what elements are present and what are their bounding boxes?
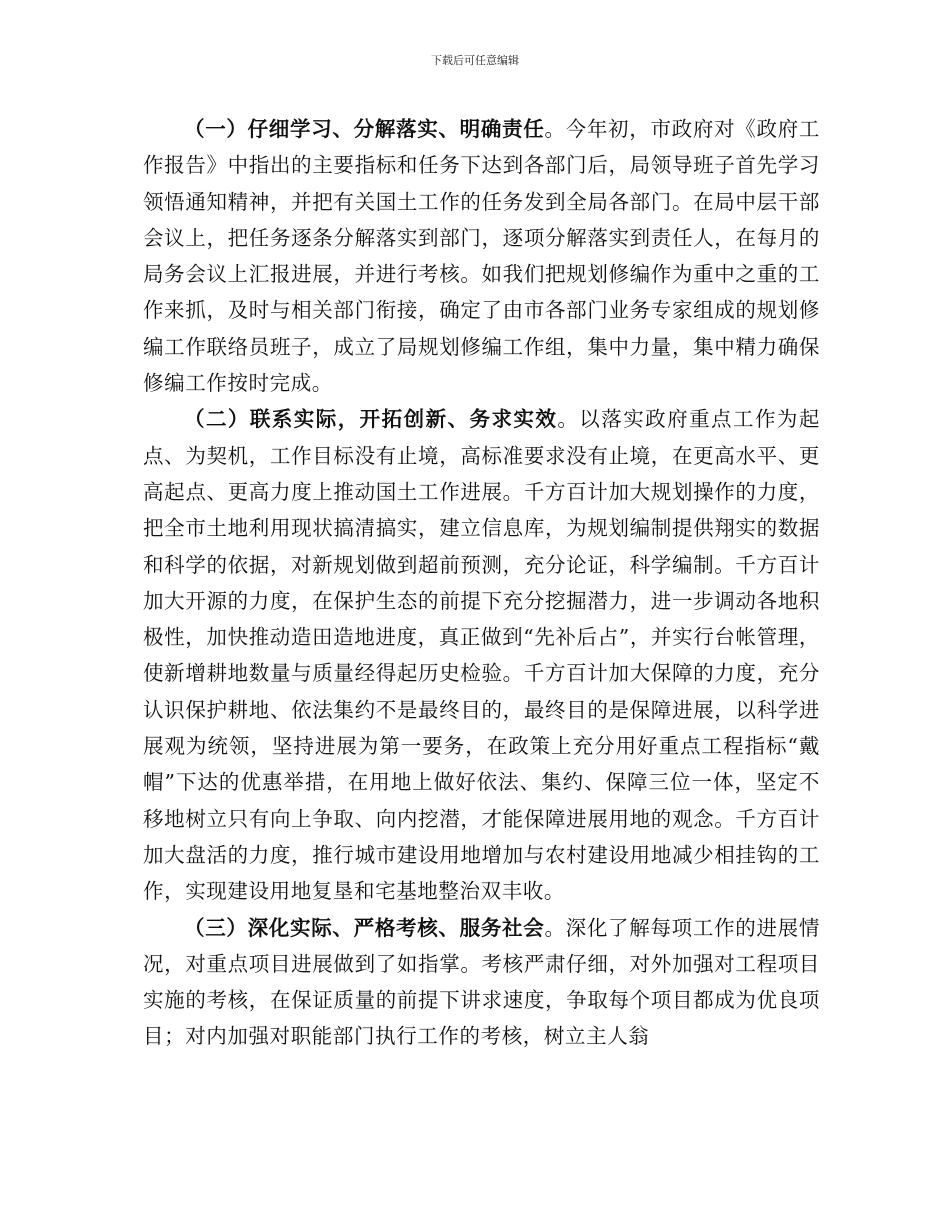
- paragraph-3-heading: （三）深化实际、严格考核、服务社会: [184, 915, 545, 940]
- paragraph-2-heading: （二）联系实际，开拓创新、务求实效: [184, 407, 558, 432]
- paragraph-1-text: 。今年初，市政府对《政府工作报告》中指出的主要指标和任务下达到各部门后，局领导班子首先学习领悟通知精神，并把有关国土工作的任务发到全局各部门。在局中层干部会议上，把任务逐条分解落实到部门，逐项分解落实到责任人，在每月的局务会议上汇报进展，并进行考核。如我们把规划修编作为重中之重的工作来抓，及时与相关部门衔接，确定了由市各部门业务专家组成的规划修编工作联络员班子，成立了局规划修编工作组，集中力量，集中精力确保修编工作按时完成。: [143, 117, 820, 396]
- page-header: 下载后可任意编辑: [431, 54, 519, 67]
- paragraph-2-text: 。以落实政府重点工作为起点、为契机，工作目标没有止境，高标准要求没有止境，在更高水平、更高起点、更高力度上推动国土工作进展。千方百计加大规划操作的力度，把全市土地利用现状搞清搞实，建立信息库，为规划编制提供翔实的数据和科学的依据，对新规划做到超前预测，充分论证，科学编制。千方百计加大开源的力度，在保护生态的前提下充分挖掘潜力，进一步调动各地积极性，加快推动造田造地进度，真正做到“先补后占”，并实行台帐管理，使新增耕地数量与质量经得起历史检验。千方百计加大保障的力度，充分认识保护耕地、依法集约不是最终目的，最终目的是保障进展，以科学进展观为统领，坚持进展为第一要务，在政策上充分用好重点工程指标“戴帽”下达的优惠举措，在用地上做好依法、集约、保障三位一体，坚定不移地树立只有向上争取、向内挖潜，才能保障进展用地的观念。千方百计加大盘活的力度，推行城市建设用地增加与农村建设用地减少相挂钩的工作，实现建设用地复垦和宅基地整治双丰收。: [143, 407, 820, 904]
- document-body: [143, 111, 820, 1055]
- paragraph-3-text: 。深化了解每项工作的进展情况，对重点项目进展做到了如指掌。考核严肃仔细，对外加强对工程项目实施的考核，在保证质量的前提下讲求速度，争取每个项目都成为优良项目；对内加强对职能部门执行工作的考核，树立主人翁: [143, 915, 820, 1049]
- paragraph-1-heading: （一）仔细学习、分解落实、明确责任: [184, 117, 545, 141]
- paragraph-2: [143, 401, 820, 909]
- paragraph-3: [143, 910, 820, 1055]
- paragraph-1: [143, 111, 820, 401]
